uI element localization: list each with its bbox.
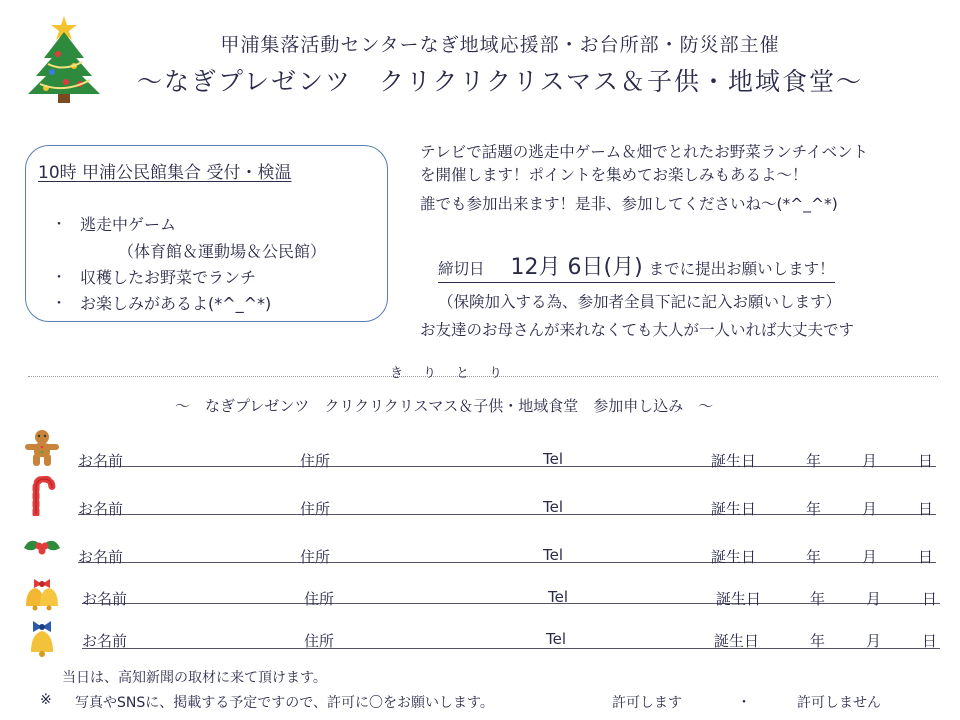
name-label: お名前 [78, 452, 124, 470]
deadline-date: 12月 6日(月) [510, 255, 643, 280]
day-label: 日 [918, 548, 934, 566]
birthday-label: 誕生日 [716, 590, 762, 608]
month-label: 月 [862, 548, 878, 566]
form-row-2[interactable] [0, 476, 960, 516]
candy-cane-icon [22, 476, 62, 516]
tel-label: Tel [548, 588, 569, 606]
address-label: 住所 [304, 590, 335, 608]
description-line-2: を開催します！ポイントを集めてお楽しみもあるよ～！ [420, 166, 808, 184]
address-label: 住所 [300, 548, 331, 566]
form-row-4[interactable] [0, 572, 960, 612]
name-label: お名前 [78, 500, 124, 518]
tel-label: Tel [543, 450, 564, 468]
month-label: 月 [866, 590, 882, 608]
press-note: 当日は、高知新聞の取材に来て頂けます。 [62, 670, 327, 686]
bell-blue-bow-icon [22, 618, 62, 658]
form-row-3[interactable] [0, 524, 960, 564]
guardian-note: お友達のお母さんが来れなくても大人が一人いれば大丈夫です [420, 321, 855, 339]
deadline-instruction: までに提出お願いします！ [648, 260, 835, 278]
bullet: ・ [52, 270, 66, 286]
cut-label: きりとり [390, 366, 523, 381]
bullet: ・ [52, 217, 66, 233]
tel-label: Tel [543, 546, 564, 564]
christmas-tree-icon [22, 14, 106, 104]
birthday-label: 誕生日 [714, 632, 760, 650]
year-label: 年 [810, 590, 826, 608]
holly-icon [22, 526, 62, 566]
info-item-escape-game: 逃走中ゲーム [80, 215, 177, 234]
month-label: 月 [862, 452, 878, 470]
birthday-label: 誕生日 [711, 548, 757, 566]
bullet: ・ [52, 296, 66, 312]
name-label: お名前 [78, 548, 124, 566]
birthday-label: 誕生日 [711, 500, 757, 518]
form-title: ～ なぎプレゼンツ クリクリクリスマス＆子供・地域食堂 参加申し込み ～ [175, 397, 714, 415]
deny-option[interactable]: 許可しません [797, 695, 881, 711]
description-line-3: 誰でも参加出来ます！是非、参加してくださいね～(*^_^*) [420, 195, 838, 213]
address-label: 住所 [300, 500, 331, 518]
allow-option[interactable]: 許可します [612, 695, 682, 711]
note-mark: ※ [40, 692, 52, 708]
day-label: 日 [922, 590, 938, 608]
deadline-row [438, 250, 835, 283]
bells-icon [22, 576, 62, 616]
form-row-5[interactable] [0, 616, 960, 656]
form-row-1[interactable] [0, 428, 960, 468]
organizer-line: 甲浦集落活動センターなぎ地域応援部・お台所部・防災部主催 [220, 34, 780, 56]
info-box-heading: 10時 甲浦公民館集合 受付・検温 [38, 163, 292, 183]
insurance-note: （保険加入する為、参加者全員下記に記入お願いします） [438, 293, 842, 311]
birthday-label: 誕生日 [711, 452, 757, 470]
month-label: 月 [866, 632, 882, 650]
day-label: 日 [918, 452, 934, 470]
name-label: お名前 [82, 590, 128, 608]
tel-label: Tel [543, 498, 564, 516]
day-label: 日 [922, 632, 938, 650]
tel-label: Tel [546, 630, 567, 648]
gingerbread-icon [22, 428, 62, 468]
description-line-1: テレビで話題の逃走中ゲーム＆畑でとれたお野菜ランチイベント [420, 143, 869, 161]
name-label: お名前 [82, 632, 128, 650]
sns-consent-note: 写真やSNSに、掲載する予定ですので、許可に〇をお願いします。 [75, 695, 494, 711]
option-separator: ・ [737, 695, 751, 711]
month-label: 月 [862, 500, 878, 518]
info-item-lunch: 収穫したお野菜でランチ [80, 268, 257, 287]
deadline-label: 締切日 [438, 260, 485, 278]
year-label: 年 [810, 632, 826, 650]
event-title: ～なぎプレゼンツ クリクリクリスマス＆子供・地域食堂～ [136, 67, 863, 96]
year-label: 年 [806, 452, 822, 470]
address-label: 住所 [304, 632, 335, 650]
year-label: 年 [806, 548, 822, 566]
day-label: 日 [918, 500, 934, 518]
info-item-venues: （体育館＆運動場＆公民館） [118, 242, 327, 261]
info-item-surprise: お楽しみがあるよ(*^_^*) [80, 294, 272, 313]
year-label: 年 [806, 500, 822, 518]
address-label: 住所 [300, 452, 331, 470]
